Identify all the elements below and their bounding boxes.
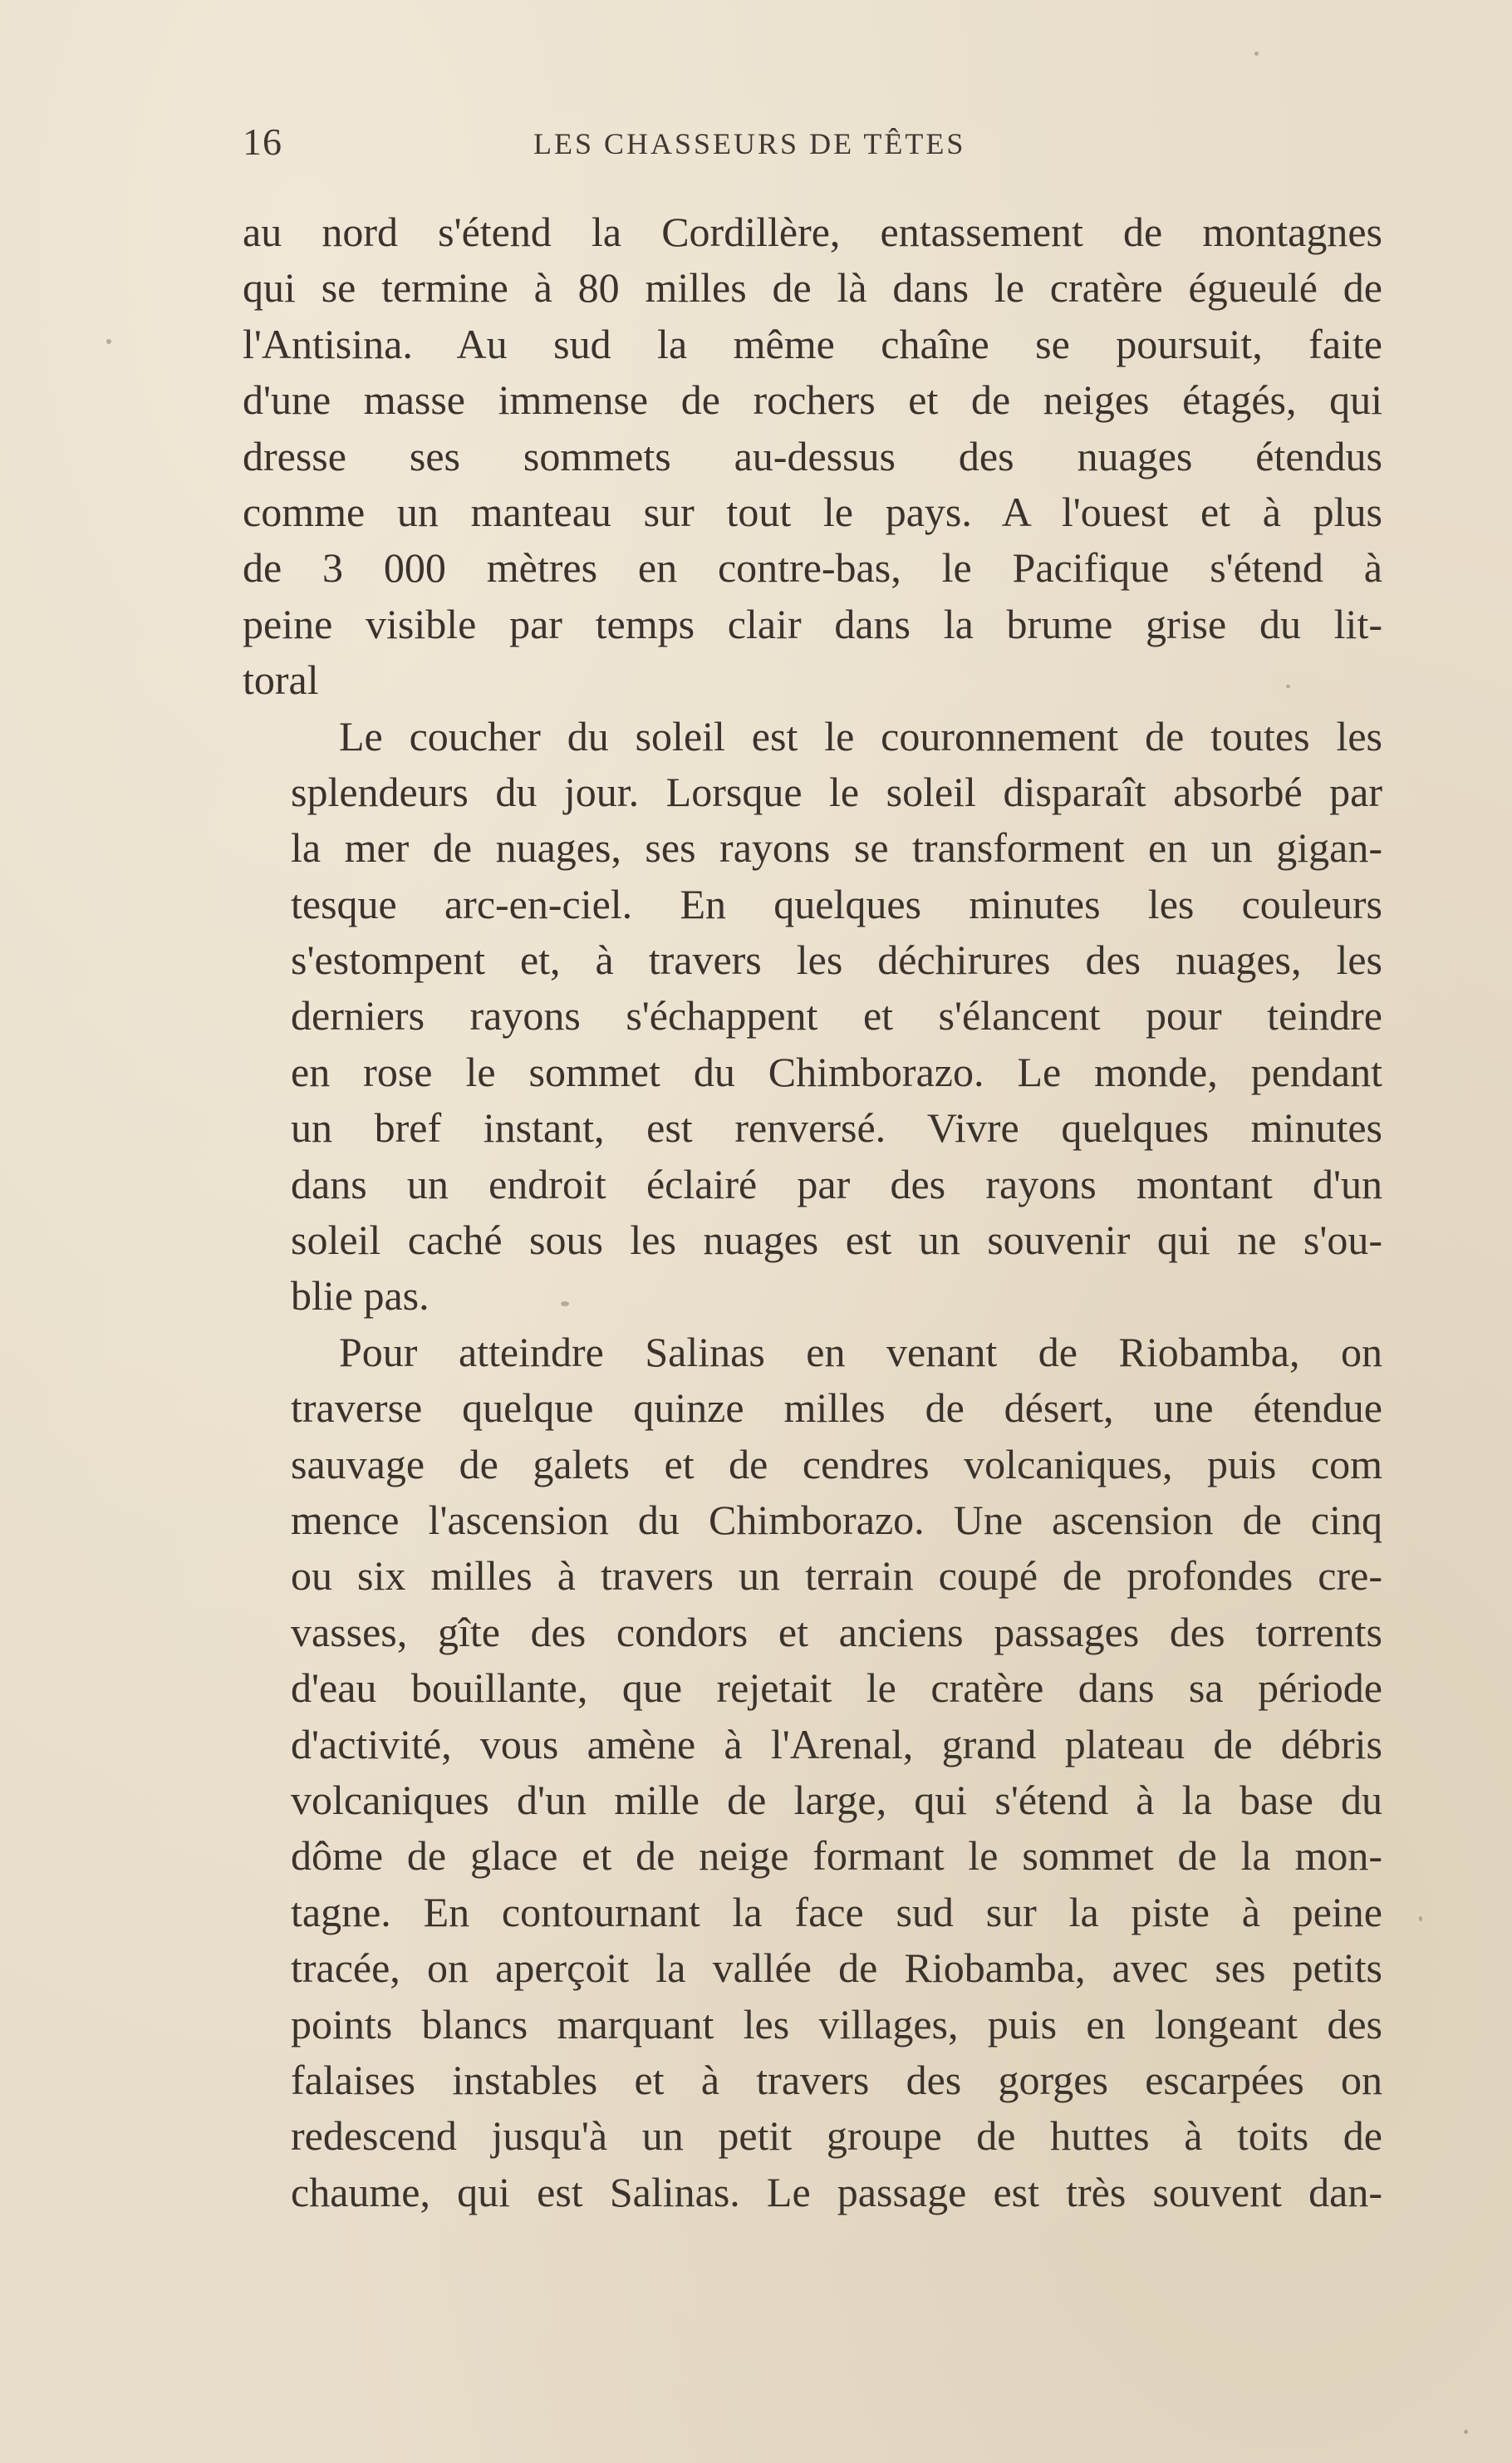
text-line: d'une masse immense de rochers et de neiges étagés, qui	[243, 376, 1382, 424]
text-line: Le coucher du soleil est le couronnement de toutes les	[339, 712, 1382, 760]
text-line: tracée, on aperçoit la vallée de Riobamba, avec ses petits	[291, 1944, 1382, 1992]
text-line: traverse quelque quinze milles de désert, une étendue	[291, 1384, 1382, 1432]
text-line: d'activité, vous amène à l'Arenal, grand plateau de débris	[291, 1720, 1382, 1767]
text-line: mence l'ascension du Chimborazo. Une ascension de cinq	[291, 1496, 1382, 1543]
text-line: blie pas.	[291, 1272, 430, 1320]
text-line: de 3 000 mètres en contre-bas, le Pacifique s'étend à	[243, 544, 1382, 592]
text-line: en rose le sommet du Chimborazo. Le monde, pendant	[291, 1048, 1382, 1095]
text-line: tesque arc-en-ciel. En quelques minutes les couleurs	[291, 880, 1382, 927]
paper-speck	[1419, 1916, 1422, 1921]
text-line: d'eau bouillante, que rejetait le cratère dans sa période	[291, 1664, 1382, 1712]
paper-speck	[1464, 2430, 1468, 2434]
text-line: ou six milles à travers un terrain coupé de profondes cre-	[291, 1552, 1382, 1600]
paper-speck	[106, 339, 111, 344]
text-line: chaume, qui est Salinas. Le passage est très souvent dan-	[291, 2168, 1382, 2215]
text-line: peine visible par temps clair dans la brume grise du lit-	[243, 600, 1382, 647]
text-line: l'Antisina. Au sud la même chaîne se poursuit, faite	[243, 320, 1382, 367]
paper-speck	[1254, 52, 1259, 56]
text-line: dôme de glace et de neige formant le sommet de la mon-	[291, 1832, 1382, 1880]
paragraph-1	[243, 204, 1382, 709]
text-line: dans un endroit éclairé par des rayons montant d'un	[291, 1160, 1382, 1207]
running-head: LES CHASSEURS DE TÊTES	[533, 127, 966, 160]
text-line: sauvage de galets et de cendres volcaniques, puis com	[291, 1440, 1382, 1487]
text-line: derniers rayons s'échappent et s'élancent pour teindre	[291, 992, 1382, 1040]
text-line: toral	[243, 656, 319, 704]
text-line: la mer de nuages, ses rayons se transforment en un gigan-	[291, 824, 1382, 872]
text-line: tagne. En contournant la face sud sur la piste à peine	[291, 1888, 1382, 1935]
paper-speck	[561, 1301, 569, 1306]
page-number: 16	[243, 120, 282, 163]
text-line: falaises instables et à travers des gorges escarpées on	[291, 2056, 1382, 2103]
paragraph-3	[243, 1325, 1382, 2220]
text-line: qui se termine à 80 milles de là dans le cratère égueulé de	[243, 264, 1382, 312]
text-line: Pour atteindre Salinas en venant de Riobamba, on	[339, 1328, 1382, 1375]
body-text	[243, 204, 1382, 2220]
text-line: splendeurs du jour. Lorsque le soleil disparaît absorbé par	[291, 768, 1382, 815]
paragraph-2	[243, 709, 1382, 1325]
text-line: soleil caché sous les nuages est un souvenir qui ne s'ou-	[291, 1217, 1382, 1264]
text-line: au nord s'étend la Cordillère, entassement de montagnes	[243, 209, 1382, 255]
page-header	[243, 120, 1382, 170]
text-line: dresse ses sommets au-dessus des nuages étendus	[243, 432, 1382, 479]
text-line: vasses, gîte des condors et anciens passages des torrents	[291, 1608, 1382, 1655]
text-line: points blancs marquant les villages, puis en longeant des	[291, 2000, 1382, 2048]
text-line: un bref instant, est renversé. Vivre quelques minutes	[291, 1104, 1382, 1152]
text-line: volcaniques d'un mille de large, qui s'étend à la base du	[291, 1776, 1382, 1823]
text-line: s'estompent et, à travers les déchirures des nuages, les	[291, 937, 1382, 984]
text-line: redescend jusqu'à un petit groupe de huttes à toits de	[291, 2112, 1382, 2160]
text-line: comme un manteau sur tout le pays. A l'ouest et à plus	[243, 488, 1382, 535]
paper-speck	[1286, 685, 1290, 688]
